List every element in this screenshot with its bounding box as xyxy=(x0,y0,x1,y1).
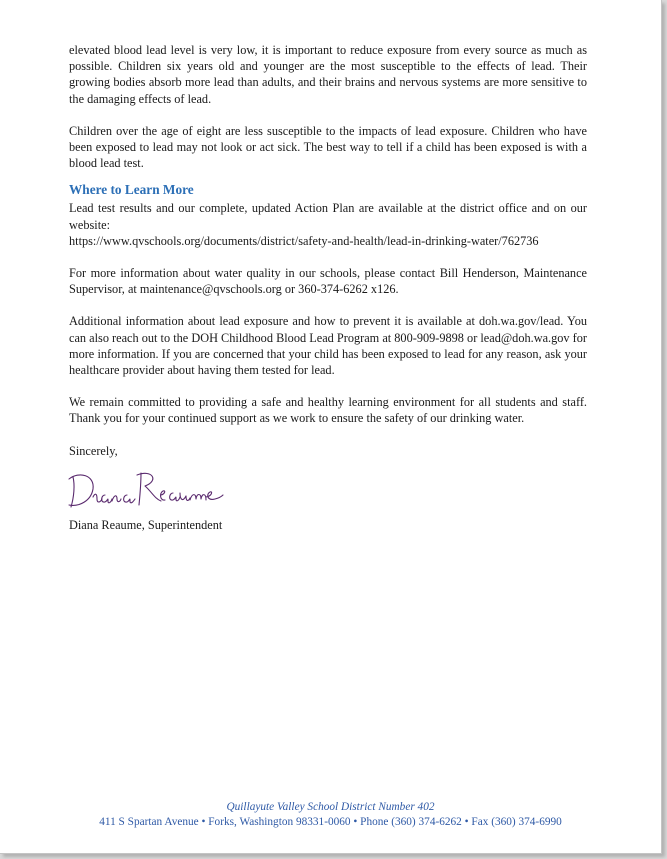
paragraph-learn-more-intro: Lead test results and our complete, updated Action Plan are available at the district office and on our website: xyxy=(69,201,587,232)
paragraph-older-children: Children over the age of eight are less susceptible to the impacts of lead exposure. Children who have been exposed to lead may not look or act sick. The best way to tell if a child has been exposed is with a blood lead test. xyxy=(69,123,587,171)
footer-address: 411 S Spartan Avenue • Forks, Washington 98331-0060 • Phone (360) 374-6262 • Fax (360) 374-6990 xyxy=(99,816,562,828)
footer-district-name: Quillayute Valley School District Number 402 xyxy=(226,801,435,813)
section-heading: Where to Learn More xyxy=(69,182,194,198)
sign-off: Sincerely, xyxy=(69,443,118,458)
paragraph-lead-susceptibility: elevated blood lead level is very low, it is important to reduce exposure from every source as much as possible. Children six years old and younger are the most susceptible to the effects of lead. Their growing bodies absorb more lead than adults, and their brains and nervous systems are more sensitive to the damaging effects of lead. xyxy=(69,43,587,106)
signature xyxy=(65,465,225,511)
signatory-name: Diana Reaume, Superintendent xyxy=(69,517,223,532)
website-link[interactable]: https://www.qvschools.org/documents/district/safety-and-health/lead-in-drinking-water/762736 xyxy=(69,233,539,248)
paragraph-additional-info: Additional information about lead exposure and how to prevent it is available at doh.wa.gov/lead. You can also reach out to the DOH Childhood Blood Lead Program at 800-909-9898 or lead@doh.wa.gov for more information. If you are concerned that your child has been exposed to lead for any reason, ask your healthcare provider about having them tested for lead. xyxy=(69,314,587,378)
paragraph-closing: We remain committed to providing a safe and healthy learning environment for all students and staff. Thank you for your continued support as we work to ensure the safety of our drinking water. xyxy=(69,395,587,426)
paragraph-contact: For more information about water quality in our schools, please contact Bill Henderson, Maintenance Supervisor, at maintenance@qvschools.org or 360-374-6262 x126. xyxy=(69,266,587,297)
letter-body xyxy=(69,42,587,549)
